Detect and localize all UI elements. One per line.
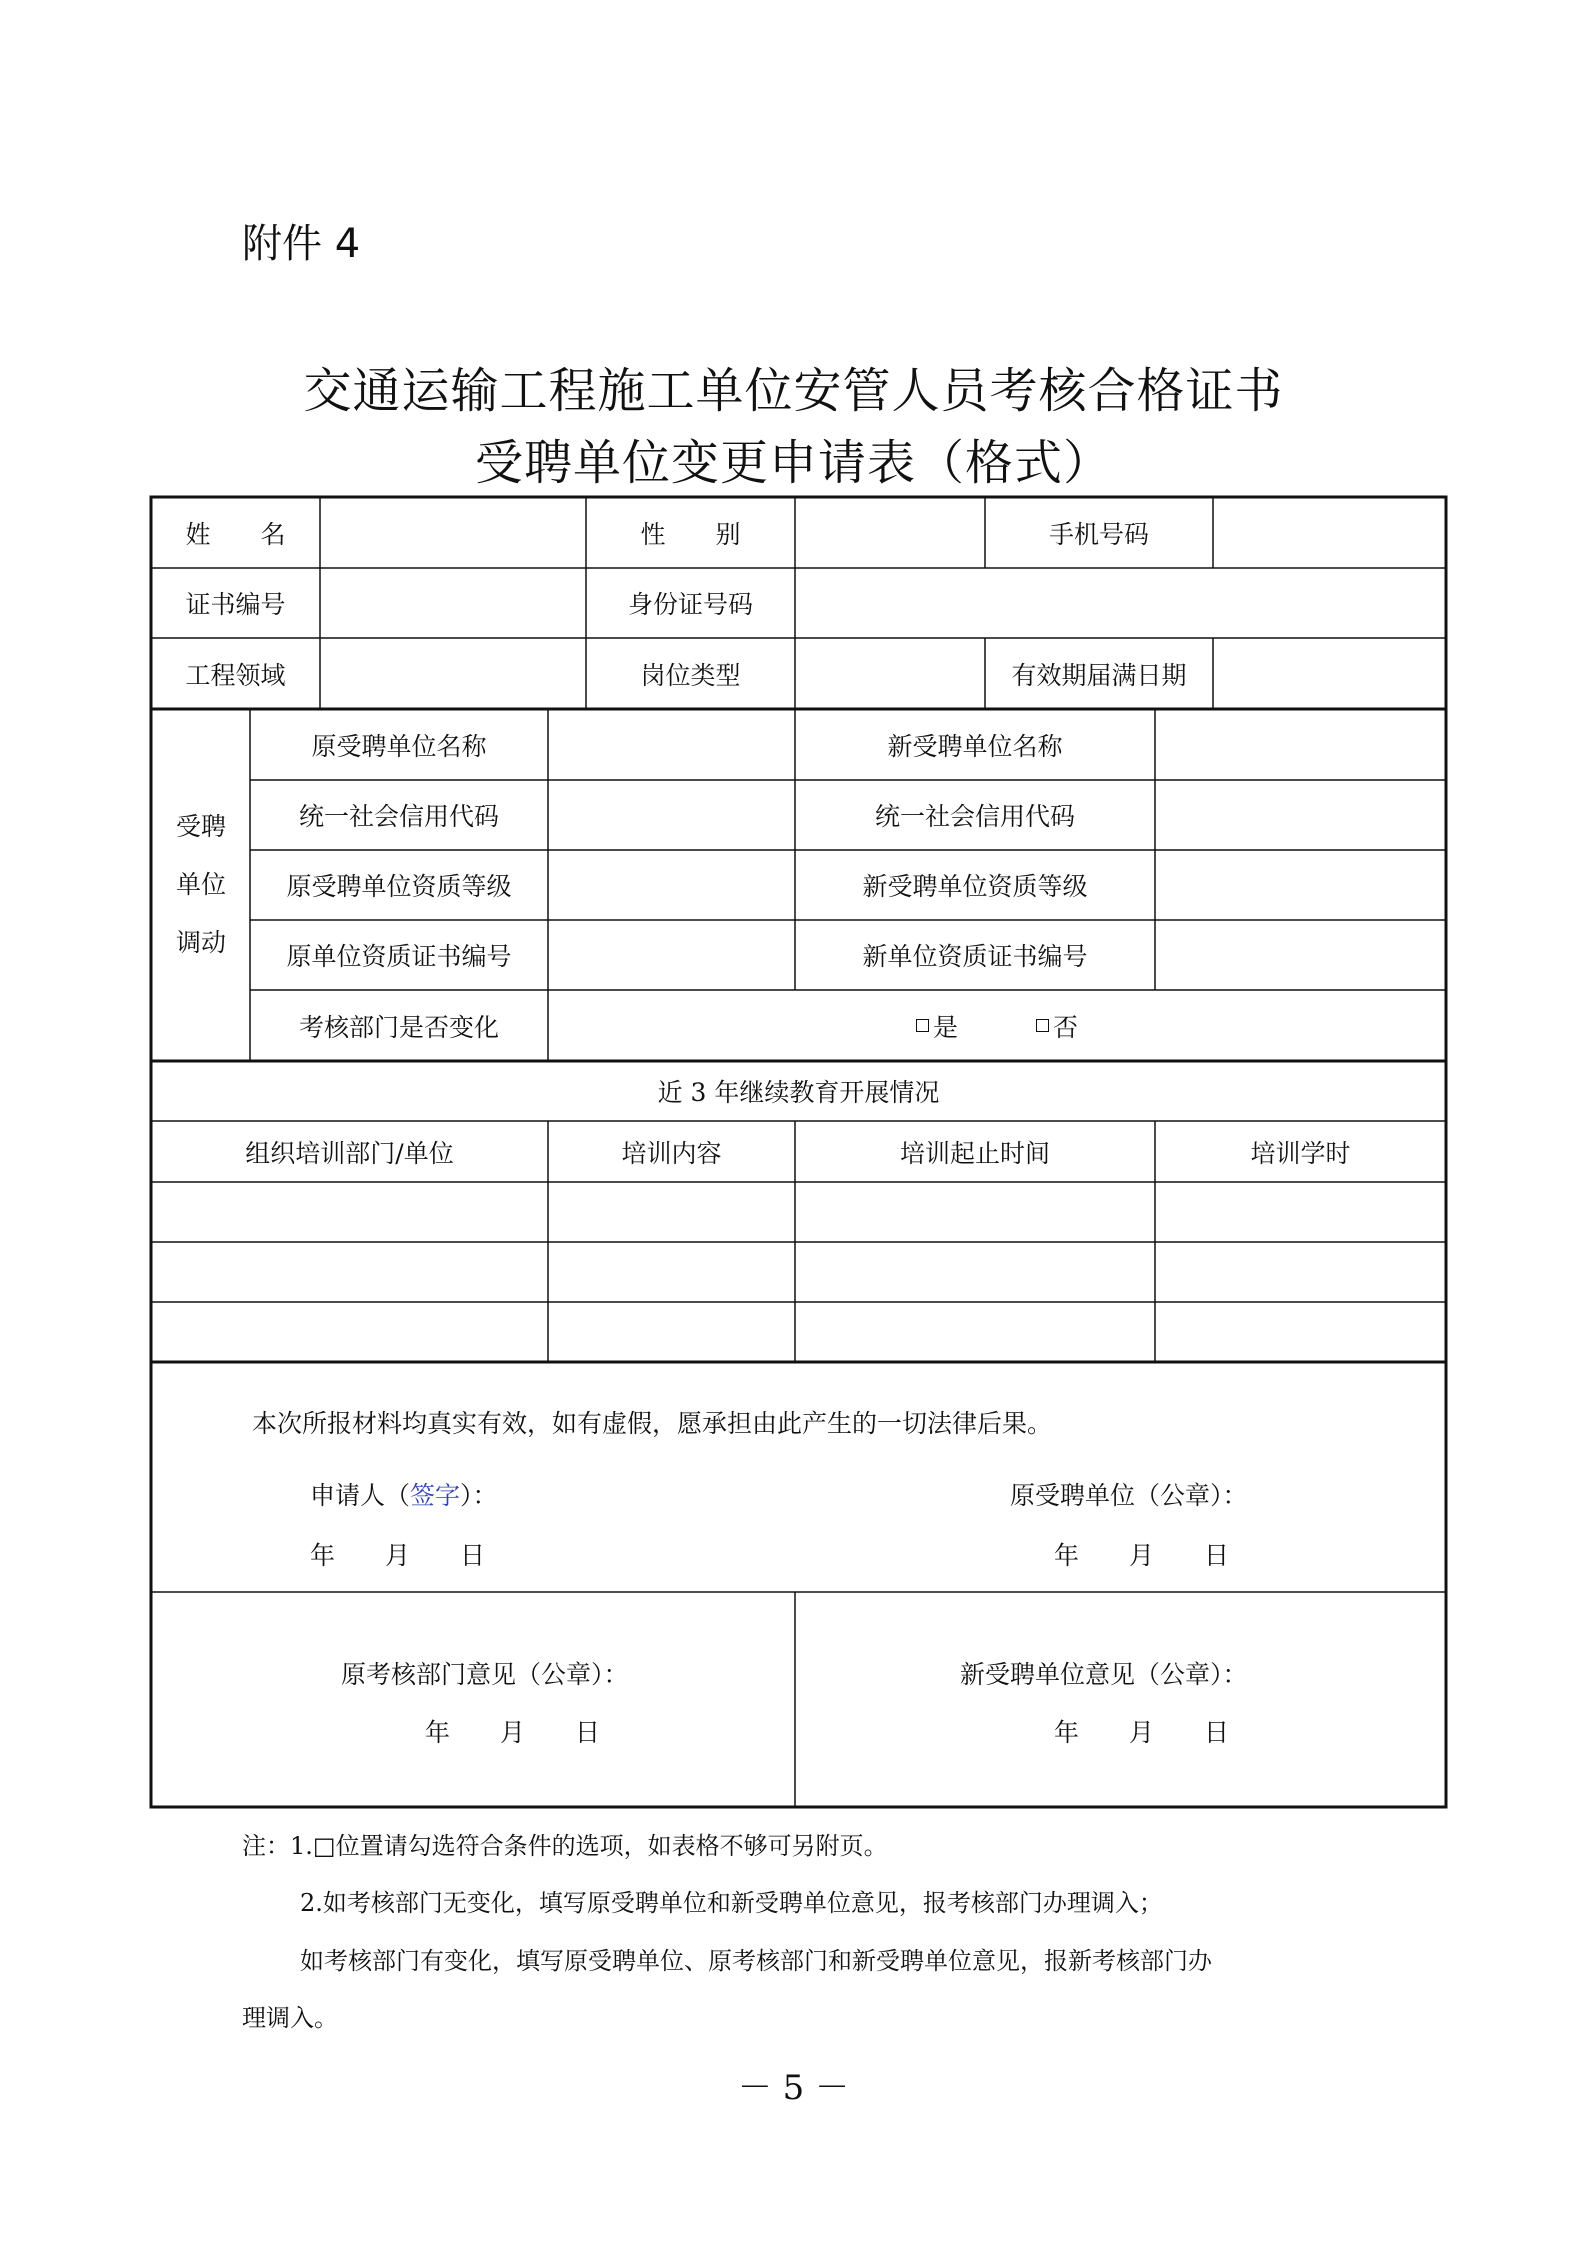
edu-cell[interactable]	[1155, 1242, 1446, 1302]
edu-cell[interactable]	[795, 1242, 1155, 1302]
orig-qual-level-label: 原受聘单位资质等级	[286, 872, 512, 901]
edu-col-period: 培训起止时间	[899, 1138, 1050, 1168]
new-credit-code-field[interactable]	[1155, 780, 1446, 850]
edu-col-dept: 组织培训部门/单位	[245, 1138, 454, 1168]
expiry-field[interactable]	[1213, 638, 1446, 709]
annex-label: 附件 4	[242, 221, 361, 267]
new-unit-name-label: 新受聘单位名称	[887, 731, 1063, 761]
no-option-label: 否	[1053, 1012, 1079, 1042]
edu-cell[interactable]	[548, 1302, 795, 1362]
new-qual-level-field[interactable]	[1155, 850, 1446, 920]
orig-dept-date: 年 月 日	[425, 1718, 601, 1747]
transfer-section-label	[171, 798, 231, 972]
edu-col-content: 培训内容	[621, 1138, 722, 1168]
orig-dept-opinion-label: 原考核部门意见（公章）：	[341, 1660, 629, 1689]
new-unit-name-field[interactable]	[1155, 709, 1446, 780]
orig-unit-name-field[interactable]	[548, 709, 795, 780]
edu-col-hours: 培训学时	[1250, 1138, 1351, 1168]
new-qual-level-label: 新受聘单位资质等级	[862, 872, 1088, 901]
orig-qual-cert-no-field[interactable]	[548, 920, 795, 990]
checkbox-icon[interactable]	[916, 1019, 929, 1032]
note-line-4: 理调入。	[242, 2004, 338, 2032]
gender-label: 性 别	[640, 519, 741, 549]
name-field[interactable]	[320, 497, 586, 568]
form-title-line1: 交通运输工程施工单位安管人员考核合格证书	[303, 363, 1284, 419]
transfer-label-line: 调动	[175, 928, 226, 957]
orig-unit-date: 年 月 日	[1054, 1541, 1230, 1570]
post-type-label: 岗位类型	[640, 660, 741, 690]
id-no-label: 身份证号码	[627, 590, 753, 619]
note-line-1: 注：1.□位置请勾选符合条件的选项，如表格不够可另附页。	[242, 1832, 888, 1860]
checkbox-icon[interactable]	[1036, 1019, 1049, 1032]
orig-credit-code-label: 统一社会信用代码	[298, 802, 499, 831]
new-qual-cert-no-label: 新单位资质证书编号	[862, 942, 1088, 971]
page-number: － 5 －	[737, 2068, 850, 2108]
note-line-2: 2.如考核部门无变化，填写原受聘单位和新受聘单位意见，报考核部门办理调入；	[300, 1889, 1163, 1917]
phone-label: 手机号码	[1048, 519, 1149, 549]
new-unit-date: 年 月 日	[1054, 1718, 1230, 1747]
yes-option[interactable]	[916, 1008, 958, 1044]
applicant-signature-label	[310, 1476, 498, 1512]
transfer-label-line: 受聘	[175, 812, 226, 841]
edu-cell[interactable]	[151, 1242, 548, 1302]
edu-cell[interactable]	[151, 1182, 548, 1242]
post-type-field[interactable]	[795, 638, 985, 709]
cert-no-label: 证书编号	[185, 590, 286, 619]
transfer-label-line: 单位	[175, 870, 226, 899]
name-label: 姓 名	[185, 519, 286, 549]
applicant-date: 年 月 日	[310, 1541, 486, 1570]
edu-cell[interactable]	[1155, 1302, 1446, 1362]
new-unit-opinion-label: 新受聘单位意见（公章）：	[960, 1660, 1248, 1689]
yes-option-label: 是	[932, 1012, 958, 1042]
edu-cell[interactable]	[795, 1182, 1155, 1242]
orig-credit-code-field[interactable]	[548, 780, 795, 850]
edu-cell[interactable]	[548, 1242, 795, 1302]
orig-qual-cert-no-label: 原单位资质证书编号	[286, 942, 512, 971]
field-input[interactable]	[320, 638, 586, 709]
dept-change-options	[548, 990, 1446, 1061]
edu-cell[interactable]	[795, 1302, 1155, 1362]
applicant-sign-word: 签字	[410, 1481, 461, 1510]
expiry-label: 有效期届满日期	[1011, 660, 1187, 690]
edu-cell[interactable]	[548, 1182, 795, 1242]
applicant-suffix: ）：	[460, 1481, 498, 1510]
cert-no-field[interactable]	[320, 568, 586, 638]
edu-cell[interactable]	[151, 1302, 548, 1362]
new-credit-code-label: 统一社会信用代码	[874, 802, 1075, 831]
new-qual-cert-no-field[interactable]	[1155, 920, 1446, 990]
orig-unit-seal-label: 原受聘单位（公章）：	[1010, 1481, 1248, 1510]
note-line-3: 如考核部门有变化，填写原受聘单位、原考核部门和新受聘单位意见，报新考核部门办	[300, 1947, 1212, 1975]
orig-qual-level-field[interactable]	[548, 850, 795, 920]
phone-field[interactable]	[1213, 497, 1446, 568]
dept-change-label: 考核部门是否变化	[298, 1012, 499, 1042]
edu-cell[interactable]	[1155, 1182, 1446, 1242]
form-title-line2: 受聘单位变更申请表（格式）	[474, 435, 1112, 491]
declaration-statement: 本次所报材料均真实有效，如有虚假，愿承担由此产生的一切法律后果。	[252, 1409, 1053, 1438]
education-heading: 近 3 年继续教育开展情况	[657, 1078, 940, 1107]
field-label: 工程领域	[185, 660, 286, 690]
no-option[interactable]	[1036, 1008, 1078, 1044]
id-no-field[interactable]	[795, 568, 1446, 638]
gender-field[interactable]	[795, 497, 985, 568]
orig-unit-name-label: 原受聘单位名称	[311, 731, 487, 761]
applicant-prefix: 申请人（	[310, 1481, 411, 1510]
